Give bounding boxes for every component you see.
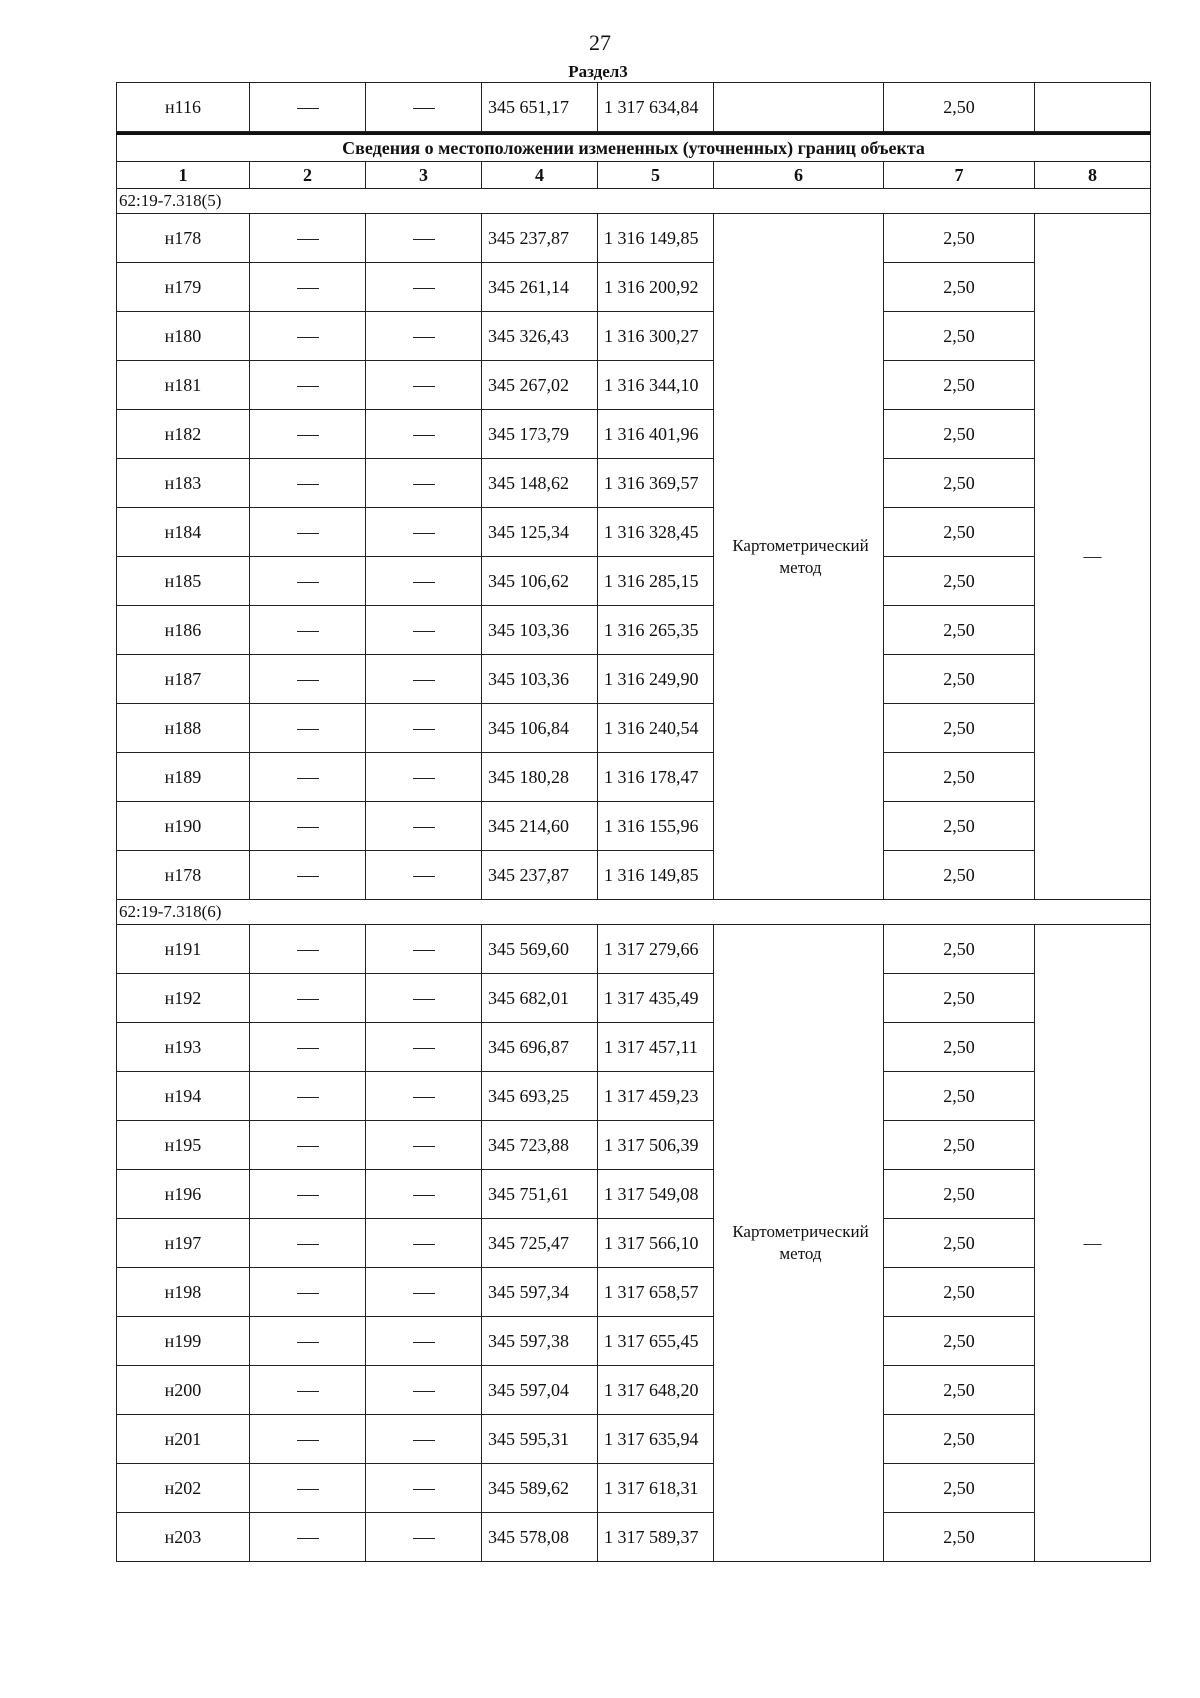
point-cell: н192 — [117, 974, 250, 1023]
column-header: 1 — [117, 162, 250, 189]
point-cell: н116 — [117, 83, 250, 132]
dash-cell — [366, 1268, 482, 1317]
dash-cell — [366, 1121, 482, 1170]
point-cell: н178 — [117, 214, 250, 263]
x-cell: 345 173,79 — [482, 410, 598, 459]
dash-cell — [366, 1366, 482, 1415]
x-cell: 345 578,08 — [482, 1513, 598, 1562]
dash-icon — [297, 1244, 319, 1245]
accuracy-cell: 2,50 — [884, 1170, 1035, 1219]
dash-cell — [366, 508, 482, 557]
dash-icon — [297, 533, 319, 534]
note-cell: — — [1035, 925, 1151, 1562]
table-row — [117, 557, 1151, 606]
y-cell: 1 316 240,54 — [598, 704, 714, 753]
table-row — [117, 1170, 1151, 1219]
dash-icon — [413, 337, 435, 338]
dash-icon — [413, 950, 435, 951]
y-cell: 1 316 328,45 — [598, 508, 714, 557]
dash-icon — [413, 729, 435, 730]
point-cell: н180 — [117, 312, 250, 361]
accuracy-cell: 2,50 — [884, 974, 1035, 1023]
dash-cell — [250, 704, 366, 753]
y-cell: 1 316 344,10 — [598, 361, 714, 410]
dash-icon — [297, 999, 319, 1000]
dash-icon — [413, 999, 435, 1000]
dash-cell — [250, 1513, 366, 1562]
dash-icon — [297, 108, 319, 109]
x-cell: 345 569,60 — [482, 925, 598, 974]
dash-icon — [413, 582, 435, 583]
table-row — [117, 802, 1151, 851]
dash-cell — [366, 704, 482, 753]
dash-icon — [297, 1391, 319, 1392]
point-cell: н184 — [117, 508, 250, 557]
table-row — [117, 606, 1151, 655]
y-cell: 1 316 300,27 — [598, 312, 714, 361]
dash-cell — [250, 606, 366, 655]
accuracy-cell: 2,50 — [884, 1366, 1035, 1415]
table-row — [117, 1219, 1151, 1268]
dash-cell — [250, 1415, 366, 1464]
table-row — [117, 459, 1151, 508]
dash-cell — [250, 974, 366, 1023]
group-row — [117, 900, 1151, 925]
dash-icon — [413, 288, 435, 289]
dash-cell — [366, 459, 482, 508]
y-cell: 1 316 155,96 — [598, 802, 714, 851]
point-cell: н188 — [117, 704, 250, 753]
x-cell: 345 125,34 — [482, 508, 598, 557]
table-row — [117, 83, 1151, 132]
column-header: 5 — [598, 162, 714, 189]
dash-icon — [297, 729, 319, 730]
dash-icon — [413, 435, 435, 436]
accuracy-cell: 2,50 — [884, 753, 1035, 802]
point-cell: н196 — [117, 1170, 250, 1219]
dash-icon — [413, 1146, 435, 1147]
dash-icon — [297, 778, 319, 779]
dash-cell — [250, 1366, 366, 1415]
point-cell: н185 — [117, 557, 250, 606]
table-row — [117, 1317, 1151, 1366]
dash-icon — [297, 1293, 319, 1294]
table-row — [117, 214, 1151, 263]
accuracy-cell: 2,50 — [884, 508, 1035, 557]
dash-icon — [413, 876, 435, 877]
x-cell: 345 597,04 — [482, 1366, 598, 1415]
dash-icon — [297, 680, 319, 681]
dash-cell — [366, 1170, 482, 1219]
point-cell: н203 — [117, 1513, 250, 1562]
dash-icon — [297, 1048, 319, 1049]
accuracy-cell: 2,50 — [884, 312, 1035, 361]
dash-icon — [413, 1293, 435, 1294]
dash-icon — [413, 680, 435, 681]
point-cell: н200 — [117, 1366, 250, 1415]
dash-cell — [366, 1317, 482, 1366]
dash-cell — [250, 508, 366, 557]
dash-cell — [366, 925, 482, 974]
y-cell: 1 316 200,92 — [598, 263, 714, 312]
point-cell: н195 — [117, 1121, 250, 1170]
accuracy-cell: 2,50 — [884, 361, 1035, 410]
dash-cell — [366, 802, 482, 851]
dash-cell — [366, 83, 482, 132]
dash-cell — [366, 851, 482, 900]
group-label: 62:19-7.318(5) — [117, 189, 1151, 214]
point-cell: н193 — [117, 1023, 250, 1072]
accuracy-cell: 2,50 — [884, 1121, 1035, 1170]
dash-cell — [250, 1121, 366, 1170]
point-cell: н190 — [117, 802, 250, 851]
point-cell: н179 — [117, 263, 250, 312]
x-cell: 345 103,36 — [482, 655, 598, 704]
x-cell: 345 723,88 — [482, 1121, 598, 1170]
table-title-row — [117, 134, 1151, 162]
dash-cell — [250, 263, 366, 312]
accuracy-cell: 2,50 — [884, 655, 1035, 704]
method-cell: Картометрический метод — [714, 214, 884, 900]
dash-cell — [366, 974, 482, 1023]
accuracy-cell: 2,50 — [884, 851, 1035, 900]
dash-cell — [250, 1170, 366, 1219]
dash-icon — [413, 1048, 435, 1049]
table-row — [117, 410, 1151, 459]
dash-icon — [297, 582, 319, 583]
dash-cell — [250, 925, 366, 974]
dash-cell — [250, 361, 366, 410]
dash-cell — [366, 263, 482, 312]
dash-icon — [413, 1440, 435, 1441]
y-cell: 1 317 618,31 — [598, 1464, 714, 1513]
x-cell: 345 103,36 — [482, 606, 598, 655]
note-cell — [1035, 83, 1151, 132]
table-row — [117, 1464, 1151, 1513]
dash-icon — [297, 1097, 319, 1098]
dash-cell — [366, 1072, 482, 1121]
table-row — [117, 753, 1151, 802]
y-cell: 1 317 506,39 — [598, 1121, 714, 1170]
column-header: 4 — [482, 162, 598, 189]
continuation-table — [116, 82, 1151, 132]
x-cell: 345 237,87 — [482, 851, 598, 900]
y-cell: 1 316 265,35 — [598, 606, 714, 655]
dash-icon — [297, 827, 319, 828]
accuracy-cell: 2,50 — [884, 1415, 1035, 1464]
column-header: 8 — [1035, 162, 1151, 189]
page-number: 27 — [589, 30, 611, 55]
x-cell: 345 267,02 — [482, 361, 598, 410]
y-cell: 1 317 634,84 — [598, 83, 714, 132]
boundary-table — [116, 132, 1151, 1562]
accuracy-cell: 2,50 — [884, 214, 1035, 263]
y-cell: 1 316 149,85 — [598, 214, 714, 263]
y-cell: 1 317 279,66 — [598, 925, 714, 974]
point-cell: н189 — [117, 753, 250, 802]
y-cell: 1 317 648,20 — [598, 1366, 714, 1415]
point-cell: н186 — [117, 606, 250, 655]
x-cell: 345 589,62 — [482, 1464, 598, 1513]
table-row — [117, 1023, 1151, 1072]
x-cell: 345 696,87 — [482, 1023, 598, 1072]
accuracy-cell: 2,50 — [884, 802, 1035, 851]
dash-icon — [297, 435, 319, 436]
accuracy-cell: 2,50 — [884, 1072, 1035, 1121]
x-cell: 345 751,61 — [482, 1170, 598, 1219]
dash-icon — [297, 288, 319, 289]
dash-icon — [297, 1489, 319, 1490]
point-cell: н199 — [117, 1317, 250, 1366]
point-cell: н198 — [117, 1268, 250, 1317]
y-cell: 1 316 369,57 — [598, 459, 714, 508]
table-row — [117, 1366, 1151, 1415]
dash-icon — [413, 1097, 435, 1098]
dash-cell — [366, 214, 482, 263]
y-cell: 1 317 457,11 — [598, 1023, 714, 1072]
y-cell: 1 316 401,96 — [598, 410, 714, 459]
x-cell: 345 237,87 — [482, 214, 598, 263]
accuracy-cell: 2,50 — [884, 606, 1035, 655]
point-cell: н183 — [117, 459, 250, 508]
dash-icon — [297, 484, 319, 485]
dash-cell — [366, 1513, 482, 1562]
accuracy-cell: 2,50 — [884, 1464, 1035, 1513]
dash-icon — [413, 108, 435, 109]
dash-icon — [413, 533, 435, 534]
table-row — [117, 1072, 1151, 1121]
dash-icon — [413, 827, 435, 828]
point-cell: н182 — [117, 410, 250, 459]
accuracy-cell: 2,50 — [884, 1219, 1035, 1268]
dash-cell — [250, 1268, 366, 1317]
table-row — [117, 508, 1151, 557]
x-cell: 345 106,84 — [482, 704, 598, 753]
group-row — [117, 189, 1151, 214]
section-label — [0, 62, 1200, 82]
group-label: 62:19-7.318(6) — [117, 900, 1151, 925]
dash-cell — [366, 1023, 482, 1072]
dash-cell — [366, 753, 482, 802]
dash-cell — [250, 312, 366, 361]
y-cell: 1 316 149,85 — [598, 851, 714, 900]
header-row — [117, 162, 1151, 189]
x-cell: 345 214,60 — [482, 802, 598, 851]
dash-cell — [366, 1464, 482, 1513]
point-cell: н197 — [117, 1219, 250, 1268]
dash-icon — [413, 386, 435, 387]
dash-cell — [250, 1219, 366, 1268]
x-cell: 345 180,28 — [482, 753, 598, 802]
x-cell: 345 597,34 — [482, 1268, 598, 1317]
dash-cell — [366, 655, 482, 704]
dash-cell — [250, 802, 366, 851]
point-cell: н178 — [117, 851, 250, 900]
accuracy-cell: 2,50 — [884, 83, 1035, 132]
y-cell: 1 316 249,90 — [598, 655, 714, 704]
dash-cell — [250, 753, 366, 802]
dash-cell — [366, 312, 482, 361]
table-row — [117, 974, 1151, 1023]
table-row — [117, 1268, 1151, 1317]
dash-icon — [297, 950, 319, 951]
y-cell: 1 317 435,49 — [598, 974, 714, 1023]
table-row — [117, 655, 1151, 704]
dash-icon — [413, 1342, 435, 1343]
table-row — [117, 1415, 1151, 1464]
dash-cell — [250, 557, 366, 606]
dash-cell — [250, 214, 366, 263]
dash-icon — [413, 1391, 435, 1392]
accuracy-cell: 2,50 — [884, 263, 1035, 312]
dash-cell — [250, 1023, 366, 1072]
method-cell — [714, 83, 884, 132]
section-label-text: Раздел3 — [568, 62, 628, 81]
point-cell: н202 — [117, 1464, 250, 1513]
point-cell: н187 — [117, 655, 250, 704]
accuracy-cell: 2,50 — [884, 1317, 1035, 1366]
x-cell: 345 326,43 — [482, 312, 598, 361]
y-cell: 1 317 549,08 — [598, 1170, 714, 1219]
dash-icon — [297, 337, 319, 338]
column-header: 2 — [250, 162, 366, 189]
dash-icon — [297, 386, 319, 387]
x-cell: 345 725,47 — [482, 1219, 598, 1268]
x-cell: 345 595,31 — [482, 1415, 598, 1464]
dash-cell — [250, 655, 366, 704]
dash-cell — [366, 361, 482, 410]
x-cell: 345 148,62 — [482, 459, 598, 508]
dash-icon — [413, 1244, 435, 1245]
dash-icon — [413, 1489, 435, 1490]
accuracy-cell: 2,50 — [884, 704, 1035, 753]
note-cell: — — [1035, 214, 1151, 900]
table-row — [117, 1121, 1151, 1170]
table-row — [117, 1513, 1151, 1562]
dash-cell — [366, 410, 482, 459]
dash-cell — [250, 1317, 366, 1366]
dash-cell — [250, 1464, 366, 1513]
dash-icon — [413, 1538, 435, 1539]
dash-cell — [250, 83, 366, 132]
dash-icon — [297, 1195, 319, 1196]
dash-icon — [413, 484, 435, 485]
y-cell: 1 317 655,45 — [598, 1317, 714, 1366]
dash-cell — [366, 1219, 482, 1268]
table-row — [117, 925, 1151, 974]
method-cell: Картометрический метод — [714, 925, 884, 1562]
point-cell: н191 — [117, 925, 250, 974]
dash-cell — [366, 557, 482, 606]
dash-icon — [297, 876, 319, 877]
dash-icon — [297, 239, 319, 240]
y-cell: 1 317 566,10 — [598, 1219, 714, 1268]
dash-cell — [250, 851, 366, 900]
accuracy-cell: 2,50 — [884, 459, 1035, 508]
accuracy-cell: 2,50 — [884, 1513, 1035, 1562]
x-cell: 345 651,17 — [482, 83, 598, 132]
dash-icon — [297, 1146, 319, 1147]
dash-icon — [297, 1538, 319, 1539]
dash-icon — [413, 631, 435, 632]
x-cell: 345 597,38 — [482, 1317, 598, 1366]
column-header: 3 — [366, 162, 482, 189]
dash-icon — [413, 778, 435, 779]
y-cell: 1 317 459,23 — [598, 1072, 714, 1121]
x-cell: 345 261,14 — [482, 263, 598, 312]
y-cell: 1 316 285,15 — [598, 557, 714, 606]
dash-cell — [250, 1072, 366, 1121]
y-cell: 1 317 635,94 — [598, 1415, 714, 1464]
accuracy-cell: 2,50 — [884, 1023, 1035, 1072]
y-cell: 1 316 178,47 — [598, 753, 714, 802]
dash-cell — [366, 606, 482, 655]
dash-cell — [366, 1415, 482, 1464]
x-cell: 345 693,25 — [482, 1072, 598, 1121]
column-header: 6 — [714, 162, 884, 189]
table-row — [117, 361, 1151, 410]
table-row — [117, 312, 1151, 361]
point-cell: н201 — [117, 1415, 250, 1464]
x-cell: 345 106,62 — [482, 557, 598, 606]
accuracy-cell: 2,50 — [884, 1268, 1035, 1317]
dash-icon — [413, 239, 435, 240]
dash-icon — [413, 1195, 435, 1196]
y-cell: 1 317 589,37 — [598, 1513, 714, 1562]
dash-icon — [297, 1342, 319, 1343]
table-title: Сведения о местоположении измененных (уточненных) границ объекта — [117, 134, 1151, 162]
accuracy-cell: 2,50 — [884, 410, 1035, 459]
point-cell: н194 — [117, 1072, 250, 1121]
dash-cell — [250, 459, 366, 508]
y-cell: 1 317 658,57 — [598, 1268, 714, 1317]
table-row — [117, 263, 1151, 312]
dash-cell — [250, 410, 366, 459]
accuracy-cell: 2,50 — [884, 557, 1035, 606]
dash-icon — [297, 631, 319, 632]
accuracy-cell: 2,50 — [884, 925, 1035, 974]
x-cell: 345 682,01 — [482, 974, 598, 1023]
point-cell: н181 — [117, 361, 250, 410]
table-row — [117, 851, 1151, 900]
column-header: 7 — [884, 162, 1035, 189]
table-row — [117, 704, 1151, 753]
dash-icon — [297, 1440, 319, 1441]
